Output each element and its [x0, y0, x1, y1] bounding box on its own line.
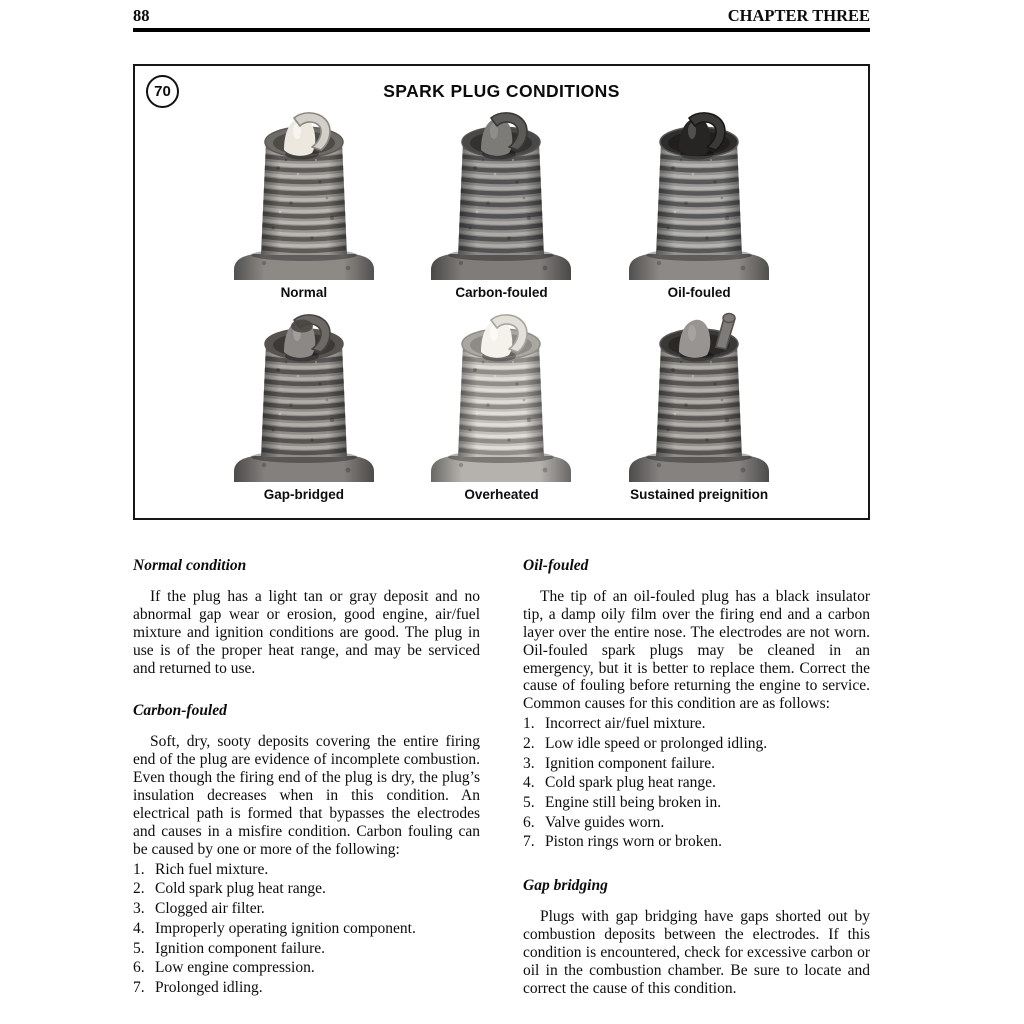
list-item — [523, 813, 870, 833]
plug-grid — [135, 102, 868, 502]
section-heading-gap-bridging: Gap bridging — [523, 877, 608, 895]
list-item — [133, 919, 480, 939]
plug-cell-overheated — [403, 310, 601, 502]
page-number: 88 — [133, 6, 150, 25]
plug-cell-normal — [205, 108, 403, 300]
list-item-text: Piston rings worn or broken. — [545, 833, 722, 851]
section-heading-oil-fouled: Oil-fouled — [523, 557, 589, 574]
list-item-number: 7. — [133, 978, 145, 996]
list-item-number: 3. — [133, 900, 145, 918]
plug-label: Gap-bridged — [263, 487, 344, 502]
list-item-text: Cold spark plug heat range. — [155, 880, 326, 898]
body-columns — [133, 557, 870, 998]
list-item — [523, 754, 870, 774]
list-item-text: Ignition component failure. — [545, 754, 716, 772]
spark-plug-photo-gap-bridged — [228, 310, 380, 482]
carbon-fouled-cause-list — [133, 860, 480, 998]
paragraph-oil-fouled: The tip of an oil-fouled plug has a black insulator tip, a damp oily film over the firing end and a carbon layer over the entire nose. The electrodes are not worn. Oil-fouled spark plugs may be cleaned in an emergency, but it is better to replace them. Correct the cause of fouling before returning the engine to service. Common causes for this condition are as follows: — [523, 587, 870, 713]
list-item — [523, 734, 870, 754]
list-item-number: 1. — [523, 715, 535, 733]
list-item-text: Valve guides worn. — [545, 813, 665, 831]
list-item-text: Ignition component failure. — [155, 939, 326, 957]
list-item-text: Improperly operating ignition component. — [155, 919, 416, 937]
spark-plug-photo-carbon-fouled — [425, 108, 577, 280]
list-item-text: Engine still being broken in. — [545, 794, 722, 812]
header-rule — [133, 28, 870, 32]
plug-label: Overheated — [464, 487, 539, 502]
list-item-number: 6. — [133, 959, 145, 977]
list-item — [133, 978, 480, 998]
list-item — [523, 832, 870, 852]
list-item — [523, 773, 870, 793]
chapter-title: CHAPTER THREE — [727, 6, 870, 25]
plug-cell-gap-bridged — [205, 310, 403, 502]
plug-label: Oil-fouled — [667, 285, 731, 300]
list-item-text: Low idle speed or prolonged idling. — [545, 734, 768, 752]
spark-plug-photo-oil-fouled — [623, 108, 775, 280]
list-item-number: 2. — [523, 734, 535, 752]
list-item — [523, 714, 870, 734]
list-item-text: Rich fuel mixture. — [155, 860, 269, 878]
right-column — [523, 557, 870, 998]
list-item-text: Incorrect air/fuel mixture. — [545, 715, 706, 733]
spark-plug-photo-normal — [228, 108, 380, 280]
spark-plug-photo-sustained-preignition — [623, 310, 775, 482]
list-item — [133, 899, 480, 919]
plug-label: Normal — [280, 285, 328, 300]
paragraph-gap-bridging: Plugs with gap bridging have gaps shorted out by combustion deposits between the electrodes. If this condition is encountered, check for excessive carbon or oil in the combustion chamber. Be sure to locate and correct the cause of this condition. — [523, 908, 870, 997]
list-item-number: 5. — [133, 939, 145, 957]
list-item-number: 1. — [133, 860, 145, 878]
plug-cell-carbon-fouled — [403, 108, 601, 300]
list-item — [133, 879, 480, 899]
list-item-number: 4. — [133, 919, 145, 937]
list-item — [133, 939, 480, 959]
figure-number-badge — [146, 75, 179, 108]
paragraph-carbon-fouled: Soft, dry, sooty deposits covering the entire firing end of the plug are evidence of incomplete combustion. Even though the firing end of the plug is dry, the plug’s insulation decreases when in this condition. An electrical path is formed that bypasses the electrodes and causes in a misfire condition. Carbon fouling can be caused by one or more of the following: — [133, 733, 480, 858]
list-item-text: Prolonged idling. — [155, 978, 263, 996]
list-item-number: 3. — [523, 754, 535, 772]
figure-number: 70 — [154, 83, 171, 100]
list-item-text: Cold spark plug heat range. — [545, 774, 716, 792]
plug-cell-sustained-preignition — [600, 310, 798, 502]
plug-cell-oil-fouled — [600, 108, 798, 300]
paragraph-normal-condition: If the plug has a light tan or gray deposit and no abnormal gap wear or erosion, good engine, air/fuel mixture and ignition conditions are good. The plug in use is of the proper heat range, and may be serviced and returned to use. — [133, 587, 480, 677]
list-item-text: Low engine compression. — [155, 959, 315, 977]
list-item-number: 5. — [523, 794, 535, 812]
page-header — [133, 6, 870, 26]
list-item-text: Clogged air filter. — [155, 900, 265, 918]
section-heading-carbon-fouled: Carbon-fouled — [133, 702, 227, 720]
oil-fouled-cause-list — [523, 714, 870, 852]
list-item — [133, 860, 480, 880]
plug-label: Sustained preignition — [630, 487, 769, 502]
section-heading-normal-condition: Normal condition — [133, 557, 247, 574]
spark-plug-photo-overheated — [425, 310, 577, 482]
list-item — [523, 793, 870, 813]
list-item-number: 6. — [523, 813, 535, 831]
plug-label: Carbon-fouled — [455, 285, 548, 300]
list-item-number: 7. — [523, 833, 535, 851]
figure-spark-plug-conditions — [133, 64, 870, 520]
figure-title: SPARK PLUG CONDITIONS — [383, 81, 620, 101]
list-item-number: 4. — [523, 774, 535, 792]
list-item — [133, 958, 480, 978]
list-item-number: 2. — [133, 880, 145, 898]
left-column — [133, 557, 480, 998]
